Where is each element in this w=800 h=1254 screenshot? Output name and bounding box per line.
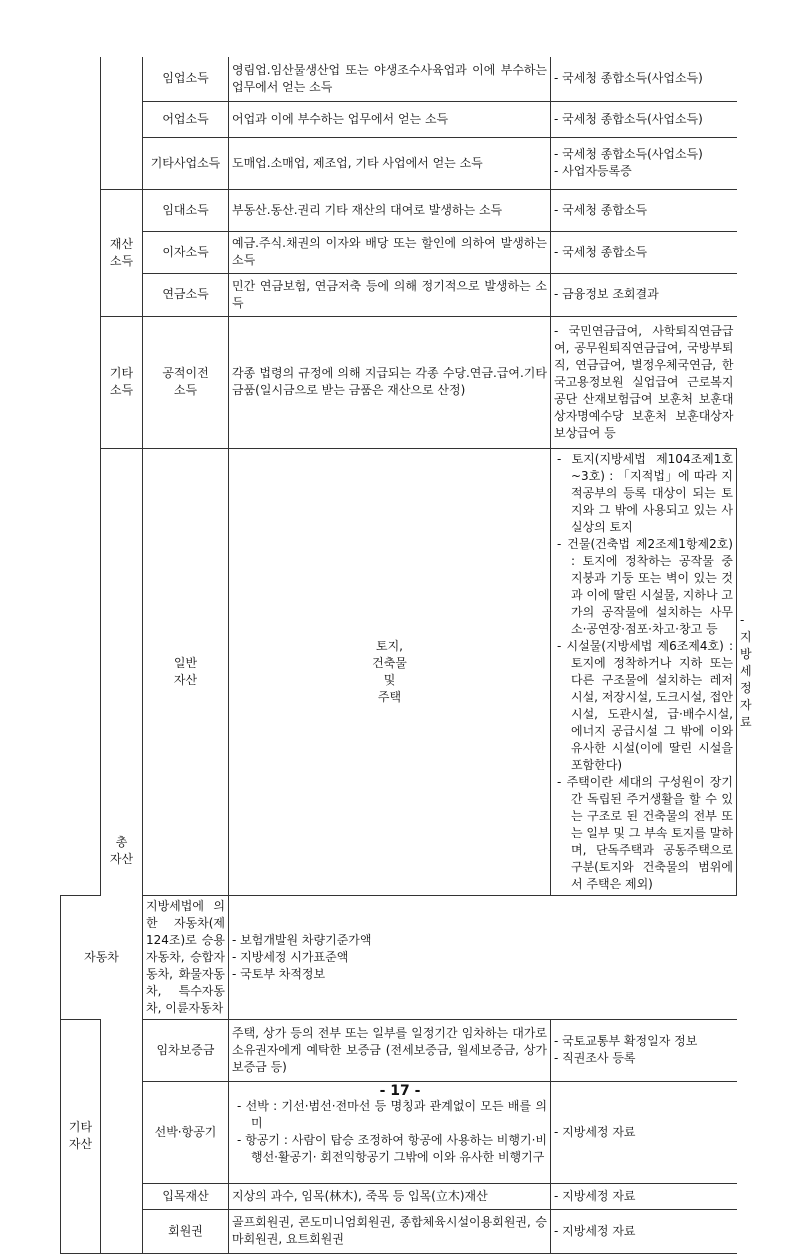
data-source: - 국세청 종합소득: [551, 231, 737, 273]
item-description: 민간 연금보험, 연금저축 등에 의해 정기적으로 발생하는 소득: [229, 273, 551, 316]
page-number: - 17 -: [379, 1083, 421, 1099]
item-name: 연금소득: [143, 273, 229, 316]
item-name: 회원권: [143, 1209, 229, 1253]
category-label: 재산 소득: [101, 189, 143, 316]
data-source: - 국토교통부 확정일자 정보 - 직권조사 등록: [551, 1019, 737, 1081]
category-label: 기타 자산: [61, 1019, 101, 1253]
data-source: - 국세청 종합소득(사업소득) - 사업자등록증: [551, 137, 737, 189]
item-description: - 선박 : 기선·범선·전마선 등 명칭과 관계없이 모든 배를 의미 - 항공기 : 사람이 탑승 조정하여 항공에 사용하는 비행기·비행선·활공기· 회전익항공기 그밖에 이와 유사한 비행기구: [229, 1081, 551, 1183]
table-row: [61, 189, 737, 231]
item-name: 임차보증금: [143, 1019, 229, 1081]
item-description: 지방세법에 의한 자동차(제124조)로 승용자동차, 승합자동차, 화물자동차, 특수자동차, 이륜자동차: [143, 895, 229, 1019]
table-row: [61, 895, 737, 1019]
business-income-category-cell: [101, 57, 143, 189]
item-description: 어업과 이에 부수하는 업무에서 얻는 소득: [229, 101, 551, 137]
data-source: - 국세청 종합소득(사업소득): [551, 57, 737, 101]
data-source: - 지방세정 자료: [551, 1209, 737, 1253]
data-source: - 지방세정 자료: [551, 1081, 737, 1183]
item-description: 영림업.임산물생산업 또는 야생조수사육업과 이에 부수하는 업무에서 얻는 소득: [229, 57, 551, 101]
item-name: 임대소득: [143, 189, 229, 231]
item-name: 입목재산: [143, 1183, 229, 1209]
table-row: [61, 273, 737, 316]
item-description: 도매업.소매업, 제조업, 기타 사업에서 얻는 소득: [229, 137, 551, 189]
data-source: - 지방세정 자료: [551, 1183, 737, 1209]
item-description: 부동산.동산.권리 기타 재산의 대여로 발생하는 소득: [229, 189, 551, 231]
item-description: 지상의 과수, 임목(林木), 죽목 등 입목(立木)재산: [229, 1183, 551, 1209]
item-description: 골프회원권, 콘도미니엄회원권, 종합체육시설이용회원권, 승마회원권, 요트회원권: [229, 1209, 551, 1253]
data-source: - 국민연금급여, 사학퇴직연금급여, 공무원퇴직연금급여, 국방부퇴직, 연금급여, 별정우체국연금, 한국고용정보원 실업급여 근로복지공단 산재보험급여 보훈처 보훈대상자명예수당 보훈처 보훈대상자보상급여 등: [551, 316, 737, 448]
category-label: 일반 자산: [143, 448, 229, 895]
category-label: 기타 소득: [101, 316, 143, 448]
data-source: - 금융정보 조회결과: [551, 273, 737, 316]
item-description: 주택, 상가 등의 전부 또는 일부를 일정기간 임차하는 대가로 소유권자에게 예탁한 보증금 (전세보증금, 월세보증금, 상가보증금 등): [229, 1019, 551, 1081]
table-row: [61, 137, 737, 189]
data-source: - 국세청 종합소득(사업소득): [551, 101, 737, 137]
item-description: 각종 법령의 규정에 의해 지급되는 각종 수당.연금.급여.기타금품(일시금으로 받는 금품은 재산으로 산정): [229, 316, 551, 448]
item-description: 예금.주식.채권의 이자와 배당 또는 할인에 의하여 발생하는 소득: [229, 231, 551, 273]
item-name: 기타사업소득: [143, 137, 229, 189]
table-row: [61, 231, 737, 273]
income-group-cell: [61, 57, 101, 895]
table-row: [61, 57, 737, 101]
total-assets-label: 총 자산: [101, 448, 143, 1253]
data-source: - 보험개발원 차량기준가액 - 지방세정 시가표준액 - 국토부 차적정보: [229, 895, 551, 1019]
data-source: - 국세청 종합소득: [551, 189, 737, 231]
table-row: 총 자산 일반 자산 토지, 건축물 및 주택 - 토지(지방세법 제104조제1호~3호) : 「지적법」에 따라 지적공부의 등록 대상이 되는 토지와 그 밖에 사용되고 있는 사실상의 토지 - 건물(건축법 제2조제1항제2호) : 토지에 정착하는 공작물 중 지붕과 기둥 또는 벽이 있는 것과 이에 딸린 시설물, 지하나 고가의 공작물에 설치하는 사무소·공연장·점포·차고·창고 등 - 시설물(지방세법 제6조제4호) : 토지에 정착하거나 지하 또는 다른 구조물에 설치하는 레저시설, 저장시설, 도크시설, 접안시설, 도관시설, 급·배수시설, 에너지 공급시설 그 밖에 이와 유사한 시설(이에 딸린 시설을 포함한다) - 주택이란 세대의 구성원이 장기간 독립된 주거생활을 할 수 있는 구조로 된 건축물의 전부 또는 일부 및 그 부속 토지를 말하며, 단독주택과 공동주택으로 구분(토지와 건축물의 범위에서 주택은 제외) - 지방세정 자료: [61, 448, 737, 895]
table-row: [61, 101, 737, 137]
item-name: 공적이전 소득: [143, 316, 229, 448]
item-name: 선박·항공기: [143, 1081, 229, 1183]
item-name: 어업소득: [143, 101, 229, 137]
table-row: [61, 1209, 737, 1253]
item-description: - 토지(지방세법 제104조제1호~3호) : 「지적법」에 따라 지적공부의 등록 대상이 되는 토지와 그 밖에 사용되고 있는 사실상의 토지 - 건물(건축법 제2조제1항제2호) : 토지에 정착하는 공작물 중 지붕과 기둥 또는 벽이 있는 것과 이에 딸린 시설물, 지하나 고가의 공작물에 설치하는 사무소·공연장·점포·차고·창고 등 - 시설물(지방세법 제6조제4호) : 토지에 정착하거나 지하 또는 다른 구조물에 설치하는 레저시설, 저장시설, 도크시설, 접안시설, 도관시설, 급·배수시설, 에너지 공급시설 그 밖에 이와 유사한 시설(이에 딸린 시설을 포함한다) - 주택이란 세대의 구성원이 장기간 독립된 주거생활을 할 수 있는 구조로 된 건축물의 전부 또는 일부 및 그 부속 토지를 말하며, 단독주택과 공동주택으로 구분(토지와 건축물의 범위에서 주택은 제외): [551, 448, 737, 895]
table-row: [61, 1019, 737, 1081]
table-row: [61, 316, 737, 448]
item-name: 자동차: [61, 895, 143, 1019]
item-name: 토지, 건축물 및 주택: [229, 448, 551, 895]
item-name: 이자소득: [143, 231, 229, 273]
table-row: [61, 1183, 737, 1209]
income-asset-table: [60, 57, 752, 1254]
item-name: 임업소득: [143, 57, 229, 101]
